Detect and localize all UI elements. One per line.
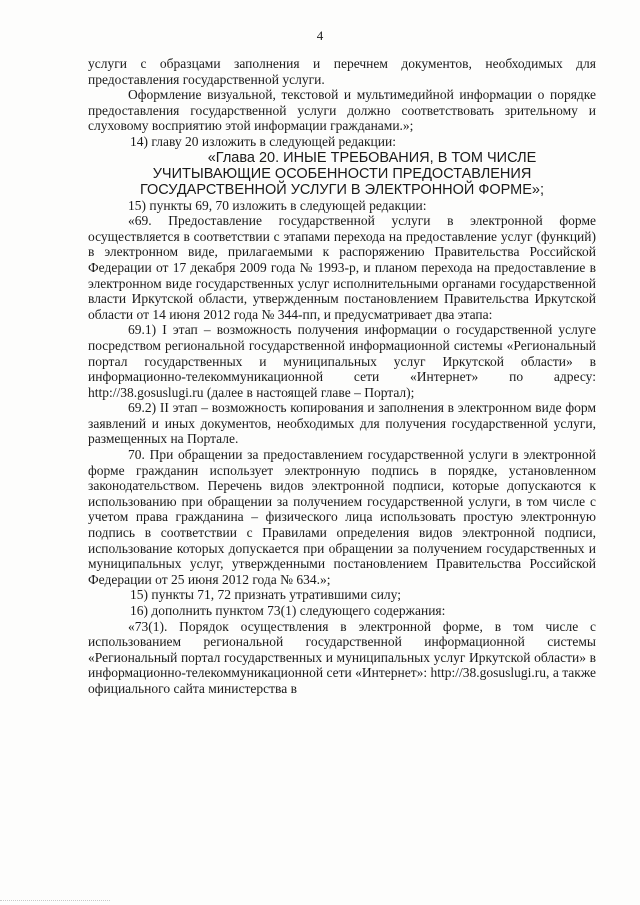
- item-14: 14) главу 20 изложить в следующей редакции:: [130, 133, 396, 149]
- chapter-heading-line-2: УЧИТЫВАЮЩИЕ ОСОБЕННОСТИ ПРЕДОСТАВЛЕНИЯ: [152, 165, 532, 182]
- paragraph-69-2: 69.2) II этап – возможность копирования и заполнения в электронном виде форм заявлений и иных документов, необходимых для получения государственной услуги, размещенных на Портале.: [88, 400, 596, 447]
- page-number: 4: [316, 28, 324, 43]
- paragraph-1: услуги с образцами заполнения и перечнем документов, необходимых для предоставления государственной услуги.: [88, 56, 596, 87]
- item-15-points: 15) пункты 69, 70 изложить в следующей редакции:: [128, 197, 427, 213]
- paragraph-69: «69. Предоставление государственной услуги в электронной форме осуществляется в соответствии с этапами перехода на предоставление услуг (функций) в электронном виде, прилагаемыми к распоряжению Правительства Российской Федерации от 17 декабря 2009 года № 1993-р, и планом перехода на предоставление в электронном виде государственных услуг исполнительными органами государственной власти Иркутской области, утвержденным постановлением Правительства Иркутской области от 14 июня 2012 года № 344-пп, и предусматривает два этапа:: [88, 213, 596, 322]
- item-15-repeal: 15) пункты 71, 72 признать утратившими силу;: [130, 587, 401, 603]
- paragraph-69-1: 69.1) I этап – возможность получения информации о государственной услуге посредством региональной государственной информационной системы «Региональный портал государственных и муниципальных услуг Иркутской области» в информационно-телекоммуникационной сети «Интернет» по адресу: http://38.gosuslugi.ru (далее в настоящей главе – Портал);: [88, 322, 596, 400]
- chapter-heading-line-1: «Глава 20. ИНЫЕ ТРЕБОВАНИЯ, В ТОМ ЧИСЛЕ: [207, 149, 537, 166]
- paragraph-73-1: «73(1). Порядок осуществления в электронной форме, в том числе с использованием региональной государственной информационной системы «Региональный портал государственных и муниципальных услуг Иркутской области» в информационно-телекоммуникационной сети «Интернет»: http://38.gosuslugi.ru, а также официального сайта министерства в: [88, 618, 596, 696]
- paragraph-accessibility: Оформление визуальной, текстовой и мультимедийной информации о порядке предоставления государственной услуги должно соответствовать зрительному и слуховому восприятию этой информации гражданами.»;: [88, 87, 596, 134]
- item-16: 16) дополнить пунктом 73(1) следующего содержания:: [130, 603, 446, 618]
- footer-divider: [0, 900, 110, 901]
- chapter-heading-line-3: ГОСУДАРСТВЕННОЙ УСЛУГИ В ЭЛЕКТРОННОЙ ФОРМЕ»;: [139, 181, 545, 198]
- document-body: [88, 56, 596, 697]
- paragraph-70: 70. При обращении за предоставлением государственной услуги в электронной форме гражданин использует электронную подпись в порядке, установленном законодательством. Перечень видов электронной подписи, которые допускаются к использованию при обращении за получением государственной услуги, в том числе с учетом права гражданина – физического лица использовать простую электронную подпись в соответствии с Правилами определения видов электронной подписи, использование которых допускается при обращении за получением государственных и муниципальных услуг, утвержденными постановлением Правительства Российской Федерации от 25 июня 2012 года № 634.»;: [88, 447, 596, 587]
